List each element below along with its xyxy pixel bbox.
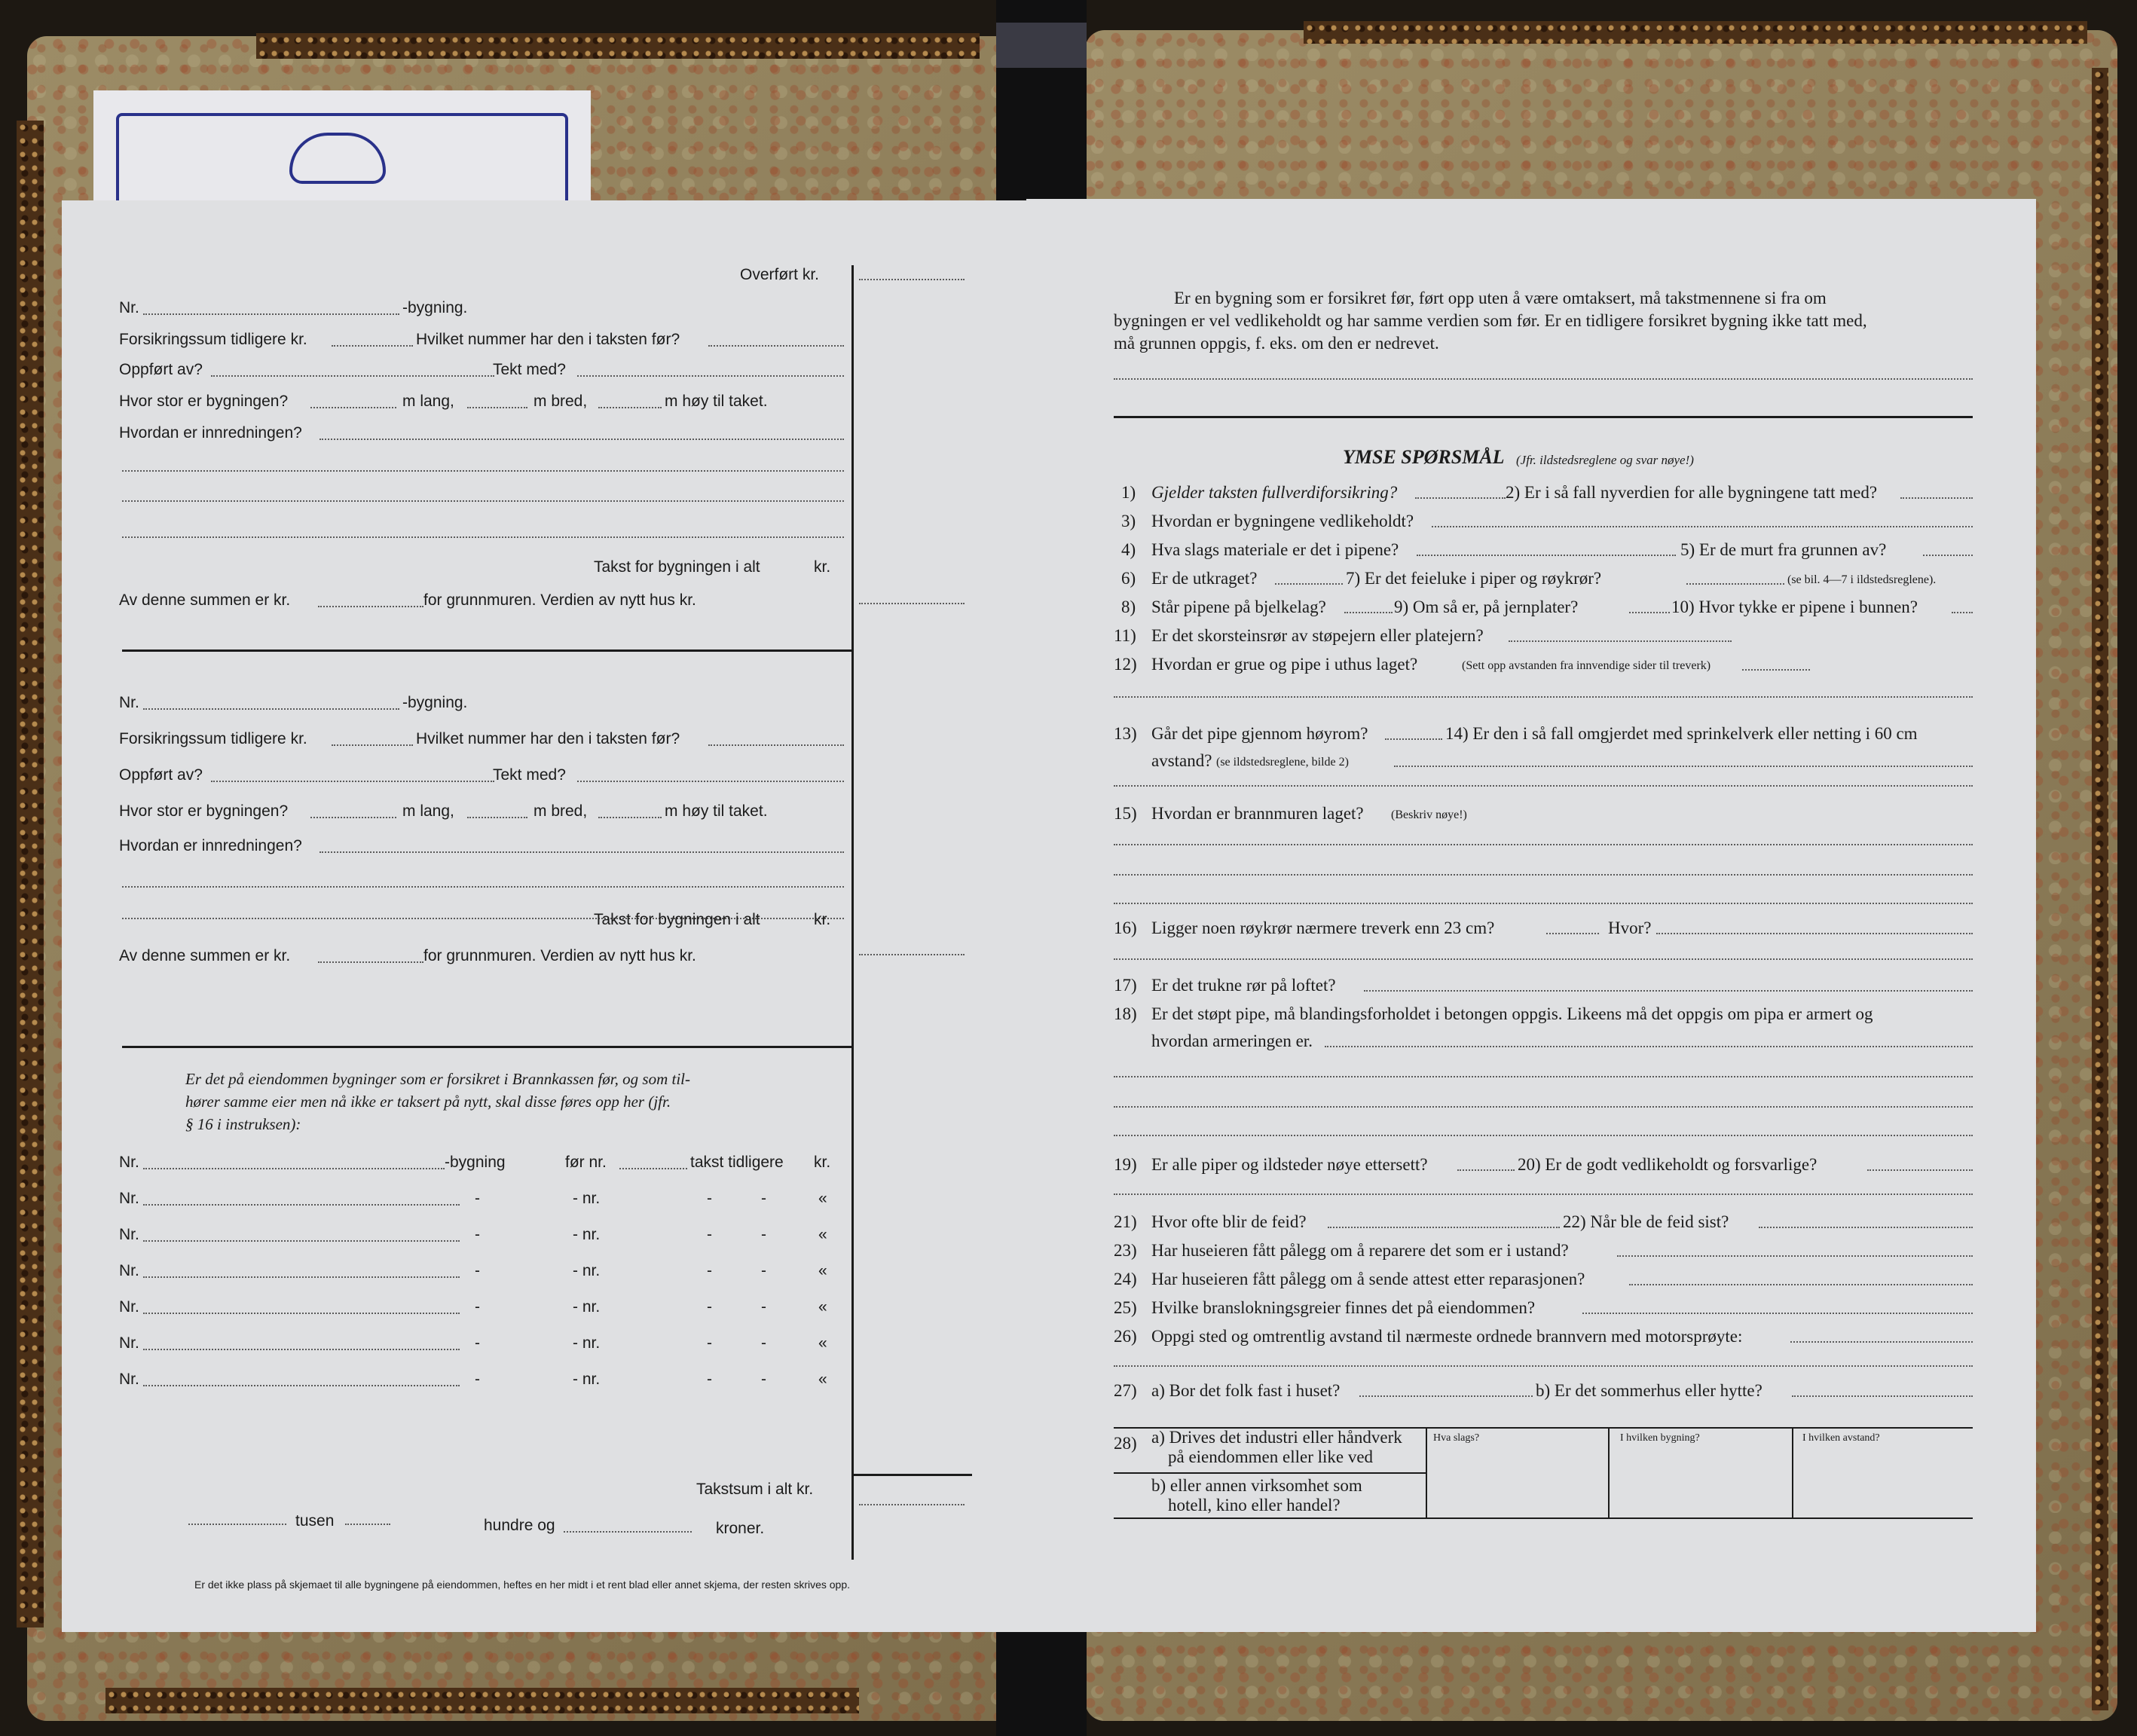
av-denne-label: Av denne summen er kr. (119, 947, 291, 964)
marbled-edge-bottom (105, 1688, 859, 1713)
italic-note-line: § 16 i instruksen): (185, 1115, 301, 1133)
marbled-edge-top-right (1304, 21, 2087, 44)
takstsum-label: Takstsum i alt kr. (696, 1481, 814, 1498)
hvor-stor-label: Hvor stor er bygningen? (119, 802, 289, 820)
form-page-right: Er en bygning som er forsikret før, ført opp uten å være omtaksert, må takstmennene si fra om bygningen er vel vedlikeholdt og har samme verdien som før. Er en tidligere forsikret bygning ikke tatt med, må grunnen oppgis, f. eks. om den er nedrevet. YMSE SPØRSMÅL (Jfr. ildstedsreglene og svar nøye!) 1) Gjelder taksten fullverdiforsikring? 2) Er i så fall nyverdien for alle bygningene tatt med? 3) Hvordan er bygningene vedlikeholdt? 4) Hva slags materiale er det i pipene? 5) Er de murt fra grunnen av? 6) Er de utkraget? 7) Er det feieluke i piper og røykrør? (se bil. 4—7 i ildstedsreglene). 8) Står pipene på bjelkelag? 9) Om så er, på jernplater? 10) Hvor tykke er pipene i bunnen? 11) Er det skorsteinsrør av støpejern eller platejern? 12) Hvordan er grue og pipe i uthus laget? (Sett opp avstanden fra innvendige sider til treverk) 13) Går det pipe gjennom høyrom? 14) Er den i så fall omgjerdet med sprinkelverk eller netting i 60 cm avstand? (se ildstedsreglene, bilde 2) 15) Hvordan er brannmuren laget? (Beskriv nøye!) 16) Ligger noen røykrør nærmere treverk enn 23 cm? Hvor? 17) Er det trukne rør på loftet? 18) Er det støpt pipe, må blandingsforholdet i betongen oppgis. Likeens må det oppgis om pipa er armert og hvordan armeringen er. 19) Er alle piper og ildsteder nøye ettersett? 20) Er de godt vedlikeholdt og forsvarlige? 21) Hvor ofte blir de feid? 22) Når ble de feid sist? 23) Har huseieren fått pålegg om å reparere det som er i ustand? 24) Har huseieren fått pålegg om å sende attest etter reparasjonen? 25) Hvilke branslokningsgreier finnes det på eiendommen? 26) Oppgi sted og omtrentlig avstand til nærmeste ordnede brannvern med motorsprøyte: 27) a) Bor det folk fast i huset? b) Er det sommerhus eller hytte? 28) a) Drives det industri eller håndverk på eiendommen eller like ved b) eller annen virksomhet som hotell, kino eller handel? Hva slags? I hvilken bygning? I hvilken avstand? (1026, 199, 2036, 1632)
footnote: Er det ikke plass på skjemaet til alle bygningene på eiendommen, heftes en her midt i et rent blad eller annet skjema, der resten skrives opp. (194, 1579, 851, 1591)
question-28-b: b) eller annen virksomhet som (1151, 1476, 1362, 1495)
question-6: Er de utkraget? (1151, 569, 1258, 588)
column-hvilken-bygning: I hvilken bygning? (1620, 1432, 1700, 1444)
question-12: Hvordan er grue og pipe i uthus laget? (1151, 655, 1418, 674)
marbled-edge-right (2092, 68, 2108, 1710)
intro-line: bygningen er vel vedlikeholdt og har samme verdien som før. Er en tidligere forsikret bygning ikke tatt med, (1114, 311, 1867, 330)
question-7-note: (se bil. 4—7 i ildstedsreglene). (1787, 573, 1937, 586)
ornament-icon (289, 133, 386, 184)
bygning-label: -bygning. (402, 299, 468, 316)
table-row: Nr. - - nr. - - « (119, 1298, 827, 1316)
question-28-a: a) Drives det industri eller håndverk (1151, 1428, 1402, 1447)
table-row: Nr. - - nr. - - « (119, 1371, 827, 1388)
question-15-note: (Beskriv nøye!) (1391, 808, 1467, 821)
question-3: Hvordan er bygningene vedlikeholdt? (1151, 512, 1414, 530)
bygning-label: -bygning. (402, 694, 468, 711)
table-nr-header: Nr. (119, 1154, 139, 1171)
m-hoy-label: m høy til taket. (665, 802, 768, 820)
intro-line: må grunnen oppgis, f. eks. om den er nedrevet. (1114, 334, 1439, 353)
question-27-b: b) Er det sommerhus eller hytte? (1536, 1381, 1762, 1400)
m-bred-label: m bred, (533, 393, 588, 410)
amount-column-divider (851, 265, 854, 1560)
question-19: Er alle piper og ildsteder nøye ettersett? (1151, 1155, 1428, 1174)
question-15: Hvordan er brannmuren laget? (1151, 804, 1364, 823)
m-lang-label: m lang, (402, 393, 454, 410)
kroner-label: kroner. (716, 1520, 765, 1537)
table-bygning-header: -bygning (445, 1154, 506, 1171)
oppfort-label: Oppført av? (119, 361, 203, 378)
marbled-edge-left (17, 121, 44, 1628)
intro-line: Er en bygning som er forsikret før, ført opp uten å være omtaksert, må takstmennene si fra om (1174, 289, 1827, 307)
innredning-label: Hvordan er innredningen? (119, 424, 302, 442)
question-10: 10) Hvor tykke er pipene i bunnen? (1671, 598, 1918, 616)
kr-label: kr. (814, 911, 831, 928)
m-hoy-label: m høy til taket. (665, 393, 768, 410)
kr-label: kr. (814, 558, 831, 576)
question-4: Hva slags materiale er det i pipene? (1151, 540, 1399, 559)
question-28-b: hotell, kino eller handel? (1168, 1496, 1341, 1514)
question-24: Har huseieren fått pålegg om å sende attest etter reparasjonen? (1151, 1270, 1585, 1288)
question-2: 2) Er i så fall nyverdien for alle bygningene tatt med? (1506, 483, 1878, 502)
question-7: 7) Er det feieluke i piper og røykrør? (1346, 569, 1602, 588)
hundre-label: hundre og (484, 1517, 555, 1534)
tusen-label: tusen (295, 1512, 335, 1530)
av-denne-label: Av denne summen er kr. (119, 591, 291, 609)
nr-label: Nr. (119, 299, 139, 316)
oppfort-label: Oppført av? (119, 766, 203, 784)
question-13: Går det pipe gjennom høyrom? (1151, 724, 1368, 743)
table-kr-header: kr. (814, 1154, 831, 1171)
marbled-edge-top (256, 33, 980, 59)
hvilket-nummer-label: Hvilket nummer har den i taksten før? (416, 730, 680, 747)
overfort-label: Overført kr. (740, 266, 819, 283)
italic-note-line: hører samme eier men nå ikke er taksert på nytt, skal disse føres opp her (jfr. (185, 1093, 671, 1111)
question-28-a: på eiendommen eller like ved (1168, 1447, 1374, 1466)
innredning-label: Hvordan er innredningen? (119, 837, 302, 854)
question-18-b: hvordan armeringen er. (1151, 1032, 1313, 1050)
question-21: Hvor ofte blir de feid? (1151, 1212, 1307, 1231)
takst-label: Takst for bygningen i alt (594, 558, 760, 576)
section-title: YMSE SPØRSMÅL (1343, 446, 1505, 468)
table-for-nr-header: før nr. (565, 1154, 607, 1171)
question-11: Er det skorsteinsrør av støpejern eller platejern? (1151, 626, 1484, 645)
table-row: Nr. - - nr. - - « (119, 1226, 827, 1243)
question-9: 9) Om så er, på jernplater? (1394, 598, 1579, 616)
forsikringssum-label: Forsikringssum tidligere kr. (119, 730, 307, 747)
column-hva-slags: Hva slags? (1433, 1432, 1480, 1444)
question-20: 20) Er de godt vedlikeholdt og forsvarlige? (1518, 1155, 1818, 1174)
tekt-label: Tekt med? (493, 766, 566, 784)
question-5: 5) Er de murt fra grunnen av? (1680, 540, 1887, 559)
form-page-left (62, 200, 1026, 1632)
hvilket-nummer-label: Hvilket nummer har den i taksten før? (416, 331, 680, 348)
tekt-label: Tekt med? (493, 361, 566, 378)
grunnmur-label: for grunnmuren. Verdien av nytt hus kr. (423, 591, 696, 609)
column-hvilken-avstand: I hvilken avstand? (1802, 1432, 1880, 1444)
m-bred-label: m bred, (533, 802, 588, 820)
question-14-b: avstand? (1151, 751, 1212, 770)
nr-label: Nr. (119, 694, 139, 711)
m-lang-label: m lang, (402, 802, 454, 820)
grunnmur-label: for grunnmuren. Verdien av nytt hus kr. (423, 947, 696, 964)
section-title-note: (Jfr. ildstedsreglene og svar nøye!) (1516, 453, 1694, 467)
question-22: 22) Når ble de feid sist? (1563, 1212, 1729, 1231)
spine-band (996, 23, 1087, 68)
italic-note-line: Er det på eiendommen bygninger som er forsikret i Brannkassen før, og som til- (185, 1070, 690, 1088)
table-takst-header: takst tidligere (690, 1154, 784, 1171)
forsikringssum-label: Forsikringssum tidligere kr. (119, 331, 307, 348)
hvor-stor-label: Hvor stor er bygningen? (119, 393, 289, 410)
takst-label: Takst for bygningen i alt (594, 911, 760, 928)
question-26: Oppgi sted og omtrentlig avstand til nærmeste ordnede brannvern med motorsprøyte: (1151, 1327, 1743, 1346)
question-12-note: (Sett opp avstanden fra innvendige sider til treverk) (1462, 659, 1711, 672)
question-27-a: a) Bor det folk fast i huset? (1151, 1381, 1341, 1400)
question-25: Hvilke branslokningsgreier finnes det på eiendommen? (1151, 1298, 1536, 1317)
question-14-note: (se ildstedsreglene, bilde 2) (1216, 756, 1349, 769)
question-16-b: Hvor? (1608, 918, 1652, 937)
table-row: Nr. - - nr. - - « (119, 1190, 827, 1207)
table-row: Nr. - - nr. - - « (119, 1262, 827, 1279)
question-23: Har huseieren fått pålegg om å reparere det som er i ustand? (1151, 1241, 1569, 1260)
question-18: Er det støpt pipe, må blandingsforholdet i betongen oppgis. Likeens må det oppgis om pipa er armert og (1151, 1004, 1873, 1023)
question-1: Gjelder taksten fullverdiforsikring? (1151, 483, 1398, 502)
table-row: Nr. - - nr. - - « (119, 1334, 827, 1352)
question-17: Er det trukne rør på loftet? (1151, 976, 1336, 995)
question-14: 14) Er den i så fall omgjerdet med sprinkelverk eller netting i 60 cm (1445, 724, 1918, 743)
question-8: Står pipene på bjelkelag? (1151, 598, 1326, 616)
question-16: Ligger noen røykrør nærmere treverk enn 23 cm? (1151, 918, 1495, 937)
